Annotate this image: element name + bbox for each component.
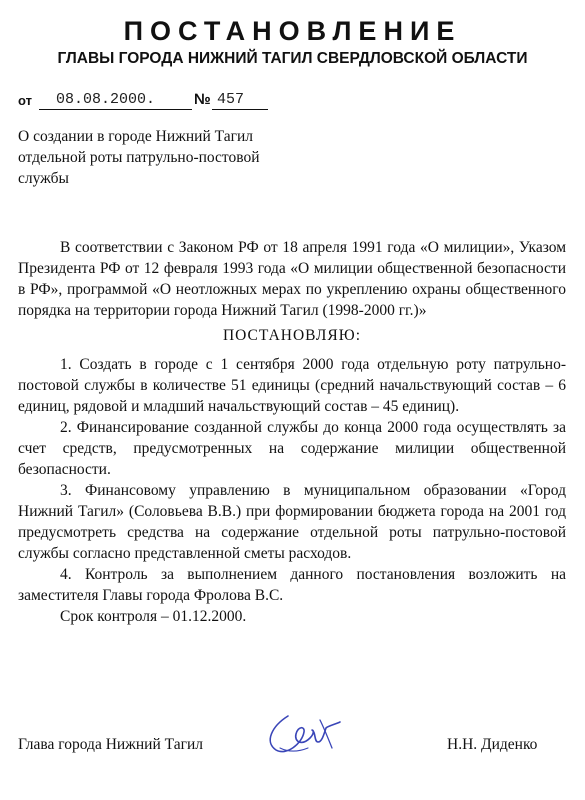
date-underline	[39, 109, 192, 110]
document-subject	[18, 126, 308, 189]
document-body	[18, 237, 566, 627]
document-title: ПОСТАНОВЛЕНИЕ	[123, 16, 462, 46]
number-underline	[212, 109, 268, 110]
preamble-paragraph: В соответствии с Законом РФ от 18 апреля 1991 года «О милиции», Указом Президента РФ от 12 февраля 1993 года «О милиции общественной безопасности в РФ», программой «О неотложных мерах по укреплению охраны общественного порядка на территории города Нижний Тагил (1998-2000 гг.)»	[18, 239, 566, 319]
subject-line: службы	[18, 170, 69, 187]
number-value: 457	[217, 91, 245, 108]
subject-line: О создании в городе Нижний Тагил	[18, 128, 253, 145]
subject-line: отдельной роты патрульно-постовой	[18, 149, 260, 166]
decree-item: 3. Финансовому управлению в муниципальном образовании «Город Нижний Тагил» (Соловьева В.В.) при формировании бюджета города на 2001 год предусмотреть средства на содержание отдельной роты патрульно-постовой службы согласно представленной сметы расходов.	[18, 482, 566, 562]
signatory-position: Глава города Нижний Тагил	[18, 736, 204, 753]
date-label: от	[18, 93, 32, 108]
document-issuer: ГЛАВЫ ГОРОДА НИЖНИЙ ТАГИЛ СВЕРДЛОВСКОЙ ОБЛАСТИ	[57, 50, 528, 67]
date-number-line	[18, 90, 278, 112]
decree-item: 1. Создать в городе с 1 сентября 2000 года отдельную роту патрульно-постовой службы в количестве 51 единицы (средний начальствующий состав – 6 единиц, рядовой и младший начальствующий состав – 45 единиц).	[18, 356, 566, 415]
decree-item: 4. Контроль за выполнением данного постановления возложить на заместителя Главы города Фролова В.С.	[18, 566, 566, 604]
decree-heading: ПОСТАНОВЛЯЮ:	[222, 327, 362, 344]
number-label: №	[194, 91, 211, 108]
signature-row	[18, 734, 566, 758]
date-value: 08.08.2000.	[56, 91, 156, 108]
control-deadline: Срок контроля – 01.12.2000.	[60, 608, 247, 625]
signatory-name: Н.Н. Диденко	[447, 736, 538, 753]
decree-item: 2. Финансирование созданной службы до конца 2000 года осуществлять за счет средств, предусмотренных на содержание милиции общественной безопасности.	[18, 419, 566, 478]
